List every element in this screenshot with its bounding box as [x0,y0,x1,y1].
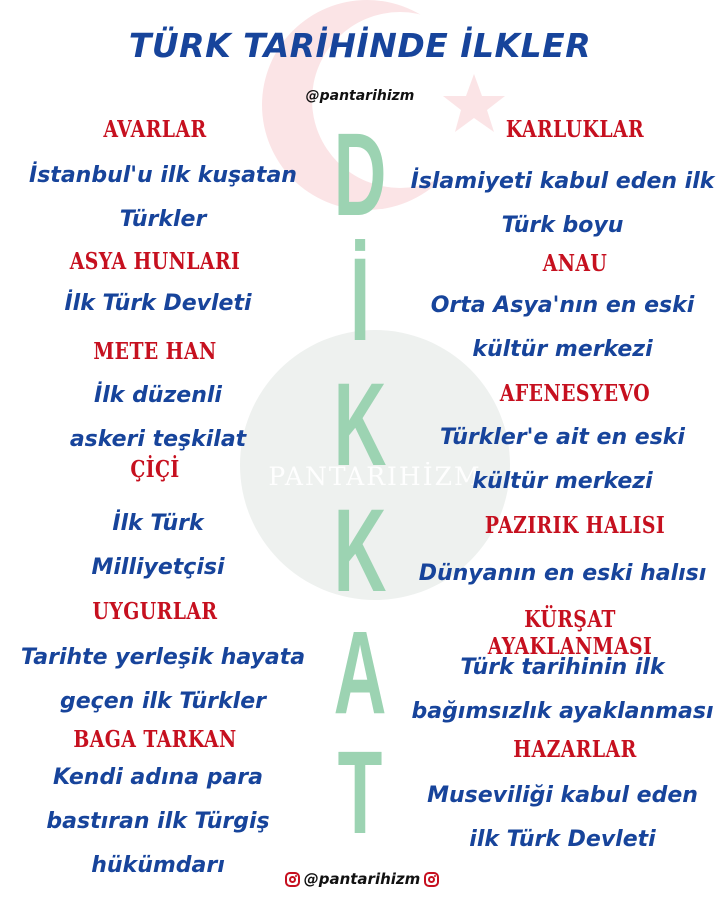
desc-line: geçen ilk Türkler [60,689,266,714]
right-heading-hazarlar: HAZARLAR [513,736,637,763]
right-desc-hazarlar [405,774,720,862]
handle-top: @pantarihizm [305,88,415,104]
desc-line: bağımsızlık ayaklanması [411,699,714,724]
left-heading-asya-hunlari: ASYA HUNLARI [69,248,241,275]
left-heading-uygurlar: UYGURLAR [92,598,218,625]
desc-line: İslamiyeti kabul eden ilk [410,169,715,194]
desc-line: İlk Türk Devleti [64,291,252,316]
desc-line: Türk tarihinin ilk [460,655,665,680]
left-heading-avarlar: AVARLAR [103,116,207,143]
desc-line: Orta Asya'nın en eski [430,293,695,318]
dikkat-letter: D [333,109,387,241]
dikkat-letter: K [333,359,387,491]
right-heading-afenesyevo: AFENESYEVO [499,380,651,407]
watermark-text: PANTARIHİZM [268,462,482,491]
right-heading-pazirik-halisi: PAZIRIK HALISI [484,512,666,539]
instagram-icon [285,872,300,887]
page-title: TÜRK TARİHİNDE İLKLER [128,26,592,65]
right-heading-kursat-ayaklanmasi: KÜRŞAT AYAKLANMASI [487,606,653,660]
desc-line: İstanbul'u ilk kuşatan [29,163,297,188]
desc-line: Türk boyu [501,213,624,238]
desc-line: İlk düzenli [94,383,222,408]
desc-line: Tarihte yerleşik hayata [20,645,306,670]
left-heading-baga-tarkan: BAGA TARKAN [73,726,237,753]
left-desc-uygurlar [8,636,318,724]
left-desc-avarlar [8,154,318,242]
desc-line: hükümdarı [91,853,225,878]
right-desc-kursat-ayaklanmasi [405,646,720,734]
left-desc-cici [8,502,308,590]
desc-line: kültür merkezi [472,337,653,362]
right-desc-pazirik-halisi [405,552,720,596]
desc-line: bastıran ilk Türgiş [46,809,270,834]
desc-line: Milliyetçisi [91,555,225,580]
left-desc-mete-han [8,374,308,462]
desc-line: Kendi adına para [53,765,263,790]
dikkat-letter: A [333,607,387,739]
handle-bottom [262,866,462,892]
right-desc-afenesyevo [405,416,720,504]
desc-line: Dünyanın en eski halısı [418,561,707,586]
dikkat-letter: T [337,727,383,859]
desc-line: Türkler [119,207,207,232]
left-desc-asya-hunlari [8,282,308,326]
desc-line: Türkler'e ait en eski [440,425,685,450]
desc-line: Museviliği kabul eden [427,783,698,808]
instagram-icon [424,872,439,887]
desc-line: ilk Türk Devleti [469,827,656,852]
handle-bottom-text: @pantarihizm [303,870,421,888]
right-desc-karluklar [405,160,720,248]
left-heading-mete-han: METE HAN [93,338,217,365]
left-heading-cici: ÇİÇİ [130,456,180,483]
right-heading-anau: ANAU [542,250,608,277]
desc-line: kültür merkezi [472,469,653,494]
right-heading-karluklar: KARLUKLAR [505,116,645,143]
dikkat-letter: İ [349,234,371,366]
desc-line: askeri teşkilat [69,427,247,452]
right-desc-anau [405,284,720,372]
desc-line: İlk Türk [112,511,204,536]
dikkat-letter: K [333,485,387,617]
